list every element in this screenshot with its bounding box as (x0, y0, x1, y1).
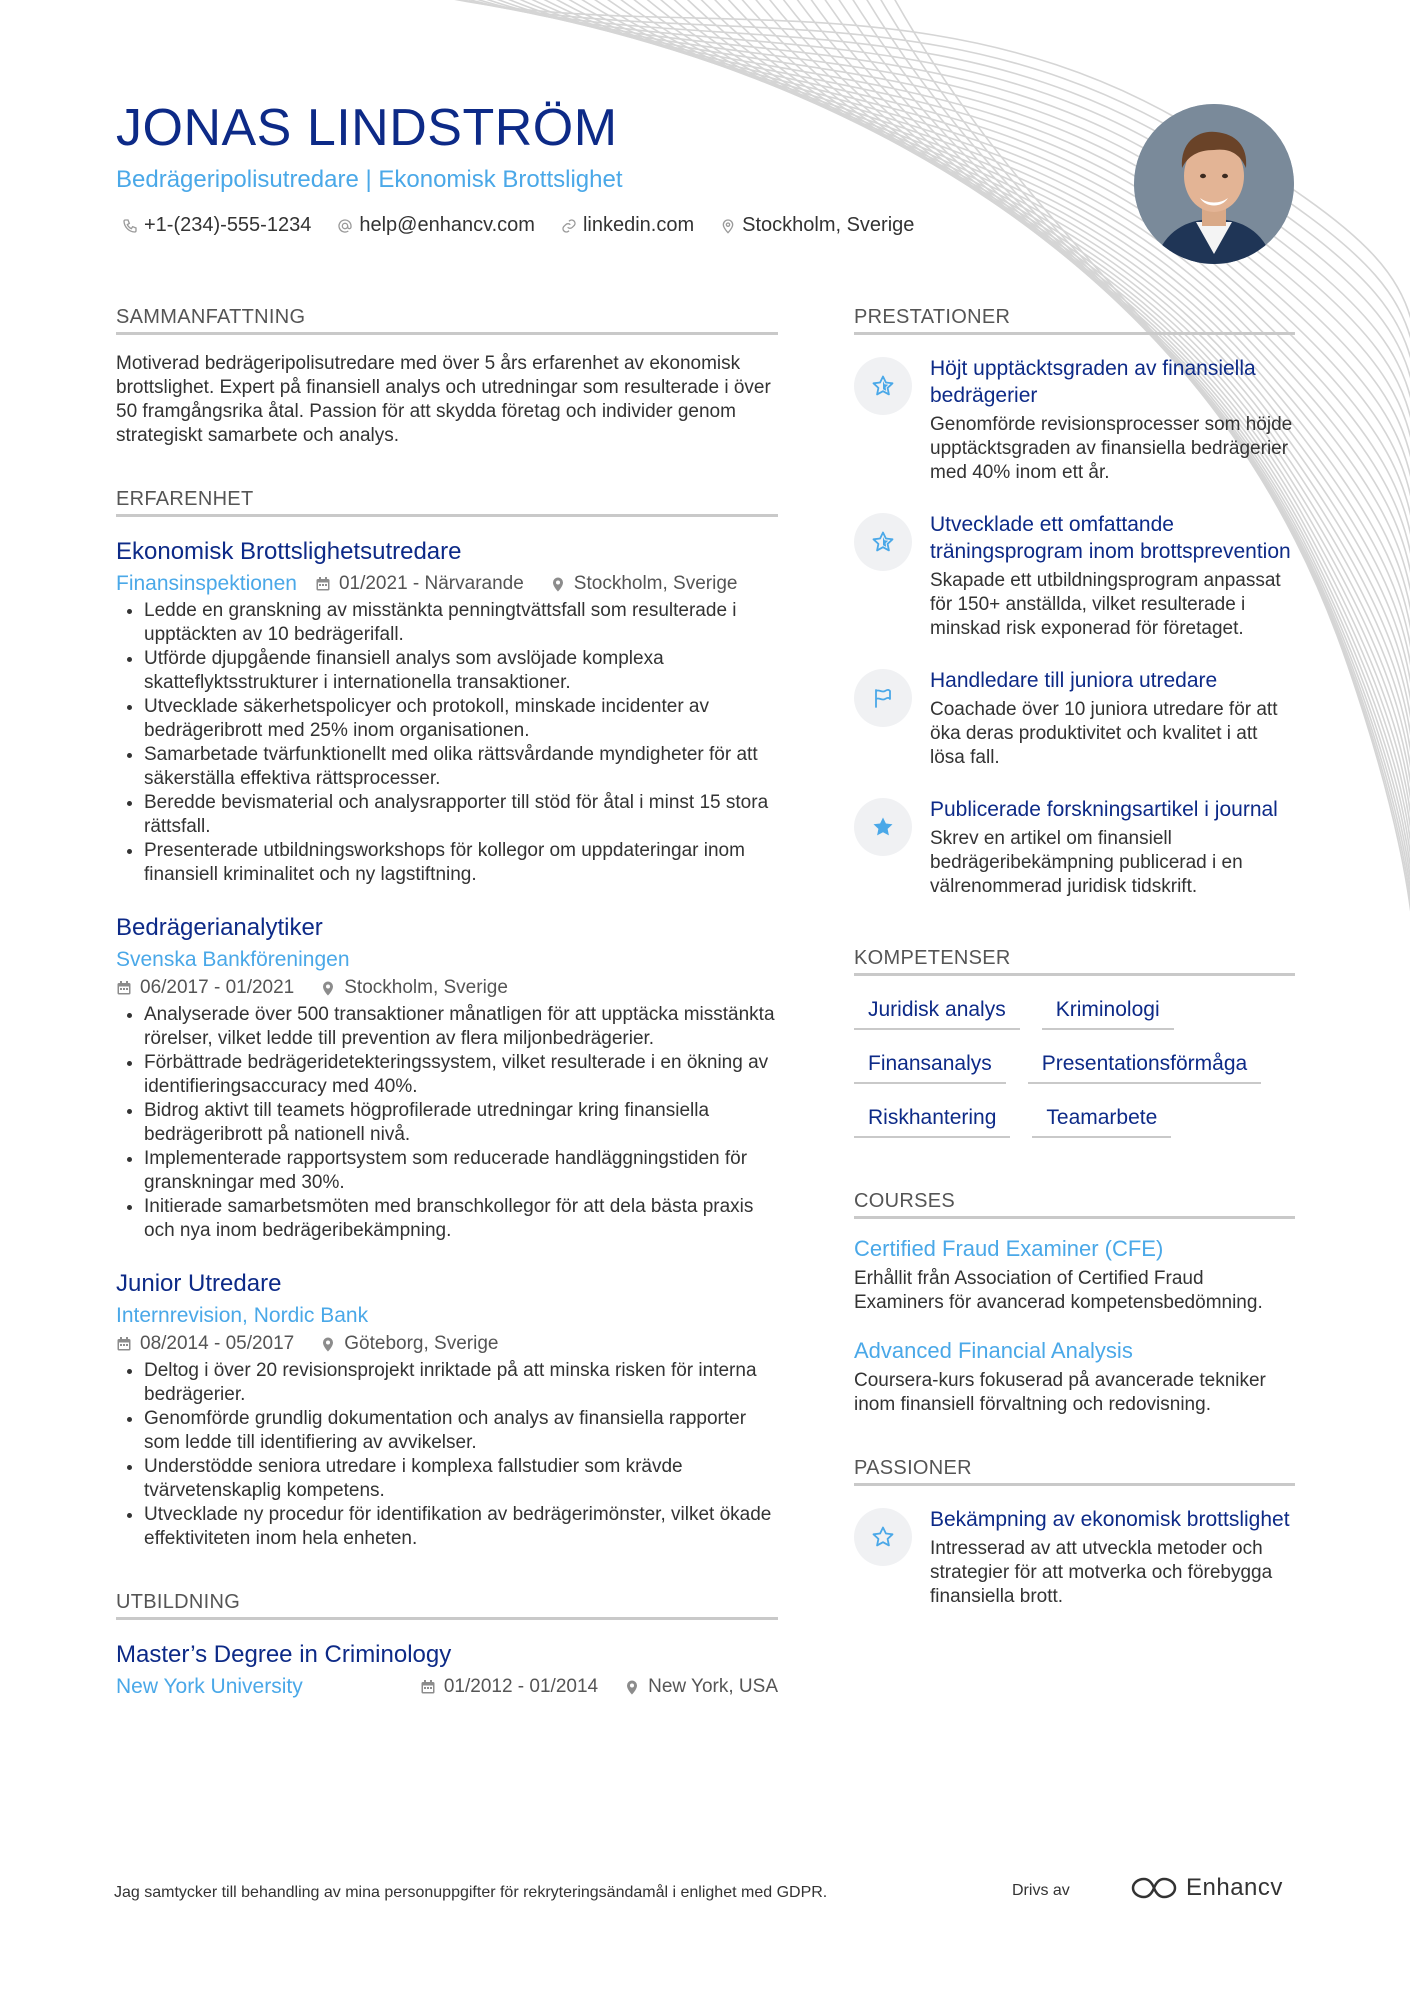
job-meta (116, 1331, 778, 1357)
course-item (854, 1337, 1295, 1417)
degree-title: Master’s Degree in Criminology (116, 1641, 452, 1668)
job-location (550, 571, 738, 597)
contact-phone[interactable] (122, 214, 311, 237)
at-icon (337, 218, 353, 234)
achievement-item (854, 355, 1295, 485)
calendar-icon (116, 1336, 132, 1352)
job-title: Ekonomisk Brottslighetsutredare (116, 538, 462, 565)
skill-tag: Finansanalys (854, 1044, 1006, 1084)
skills-list (854, 990, 1295, 1152)
location-text: Stockholm, Sverige (742, 214, 915, 236)
contact-linkedin[interactable] (561, 214, 694, 237)
phone-text: +1-(234)-555-1234 (144, 214, 312, 236)
job-bullet: • Beredde bevismaterial och analysrapporter till stöd för åtal i minst 15 stora rättsfall. (144, 791, 778, 839)
skill-tag: Kriminologi (1042, 990, 1174, 1030)
job-bullet: • Presenterade utbildningsworkshops för kollegor om uppdateringar inom finansiell kriminalitet och ny lagstiftning. (144, 839, 778, 887)
course-desc: Erhållit från Association of Certified Fraud Examiners för avancerad kompetensbedömning. (854, 1268, 1263, 1313)
achievement-desc: Genomförde revisionsprocesser som höjde upptäcktsgraden av finansiella bedrägerier med 40% inom ett år. (930, 414, 1293, 483)
candidate-name: JONAS LINDSTRÖM (116, 99, 618, 157)
enhancv-logo[interactable] (1130, 1874, 1283, 1902)
achievement-title: Publicerade forskningsartikel i journal (930, 798, 1278, 821)
job-bullet: • Analyserade över 500 transaktioner månatligen för att upptäcka misstänkta rörelser, vilket ledde till prevention av flera miljonbedrägerier. (144, 1003, 778, 1051)
location-pin-icon (320, 980, 336, 996)
school-name: New York University (116, 1675, 303, 1698)
course-title: Advanced Financial Analysis (854, 1338, 1133, 1363)
right-column (854, 306, 1295, 1609)
achievements-section (854, 306, 1295, 899)
candidate-title: Bedrägeripolisutredare | Ekonomisk Brottslighet (116, 166, 623, 193)
achievement-item (854, 796, 1295, 899)
linkedin-text: linkedin.com (582, 214, 695, 236)
location-text: Stockholm, Sverige (344, 977, 508, 998)
job-bullet: • Genomförde grundlig dokumentation och analys av finansiella rapporter som ledde till identifiering av avvikelser. (144, 1407, 778, 1455)
dates-text: 01/2021 - Närvarande (338, 573, 524, 594)
contact-email[interactable] (337, 214, 535, 237)
job-location (320, 975, 508, 1001)
location-text: Stockholm, Sverige (573, 573, 738, 594)
skill-tag: Presentationsförmåga (1028, 1044, 1261, 1084)
skills-section (854, 947, 1295, 1152)
avatar-illustration (1134, 104, 1294, 264)
skill-tag: Juridisk analys (854, 990, 1020, 1030)
skills-heading: KOMPETENSER (854, 947, 1295, 976)
job-meta (116, 571, 778, 597)
dates-text: 06/2017 - 01/2021 (140, 977, 295, 998)
star-outline-icon (854, 513, 912, 571)
link-icon (561, 218, 577, 234)
education-meta (116, 1674, 778, 1700)
education-heading: UTBILDNING (116, 1591, 778, 1620)
experience-section (116, 488, 778, 1551)
email-text: help@enhancv.com (359, 214, 535, 236)
education-location (624, 1674, 778, 1700)
job-bullet: • Förbättrade bedrägeridetekteringssystem, vilket resulterade i en ökning av identifieringsaccuracy med 40%. (144, 1051, 778, 1099)
passion-item (854, 1506, 1295, 1609)
education-section (116, 1591, 778, 1700)
company-name: Svenska Bankföreningen (116, 948, 350, 971)
passions-section (854, 1457, 1295, 1609)
achievement-item (854, 667, 1295, 770)
course-item (854, 1235, 1295, 1315)
dates-text: 08/2014 - 05/2017 (140, 1333, 295, 1354)
job-entry (116, 913, 778, 1243)
job-meta (116, 975, 778, 1001)
star-outline-icon (854, 1508, 912, 1566)
achievement-desc: Skapade ett utbildningsprogram anpassat för 150+ anställda, vilket resulterade i minskad risk exponerad för företaget. (930, 570, 1281, 639)
job-bullet: • Deltog i över 20 revisionsprojekt inriktade på att minska risken för interna bedrägerier. (144, 1359, 778, 1407)
job-bullet: • Ledde en granskning av misstänkta penningtvättsfall som resulterade i upptäckten av 10 bedrägerifall. (144, 599, 778, 647)
job-entry (116, 1269, 778, 1551)
job-entry (116, 537, 778, 887)
job-bullets (116, 1003, 778, 1243)
achievement-desc: Coachade över 10 juniora utredare för att öka deras produktivitet och kvalitet i att lösa fall. (930, 699, 1278, 768)
summary-section (116, 306, 778, 448)
achievement-item (854, 511, 1295, 641)
star-filled-icon (854, 798, 912, 856)
experience-heading: ERFARENHET (116, 488, 778, 517)
achievement-desc: Skrev en artikel om finansiell bedrägeribekämpning publicerad i en välrenommerad juridisk tidskrift. (930, 828, 1243, 897)
contact-row (122, 214, 914, 237)
location-pin-icon (720, 218, 736, 234)
course-desc: Coursera-kurs fokuserad på avancerade tekniker inom finansiell förvaltning och redovisning. (854, 1370, 1266, 1415)
job-company-row (116, 947, 778, 973)
job-bullets (116, 1359, 778, 1551)
achievement-title: Utvecklade ett omfattande träningsprogram inom brottsprevention (930, 513, 1291, 563)
contact-location (720, 214, 914, 237)
skill-tag: Riskhantering (854, 1098, 1010, 1138)
job-bullet: • Utförde djupgående finansiell analys som avslöjade komplexa skatteflyktsstrukturer i internationella transaktioner. (144, 647, 778, 695)
phone-icon (122, 218, 138, 234)
flag-icon (854, 669, 912, 727)
job-dates (315, 571, 524, 597)
summary-text: Motiverad bedrägeripolisutredare med över 5 års erfarenhet av ekonomisk brottslighet. Expert på finansiell analys och utredningar som resulterade i över 50 framgångsrika åtal. Passion för att skydda företag och individer genom strategiskt samarbete och analys. (116, 353, 771, 446)
achievements-heading: PRESTATIONER (854, 306, 1295, 335)
powered-by-label: Drivs av (1012, 1882, 1070, 1899)
location-pin-icon (320, 1336, 336, 1352)
skill-tag: Teamarbete (1032, 1098, 1171, 1138)
job-bullets (116, 599, 778, 887)
location-text: New York, USA (648, 1676, 778, 1697)
courses-heading: COURSES (854, 1190, 1295, 1219)
achievement-title: Handledare till juniora utredare (930, 669, 1218, 692)
achievement-title: Höjt upptäcktsgraden av finansiella bedrägerier (930, 357, 1256, 407)
enhancv-logo-icon (1130, 1875, 1178, 1901)
job-bullet: • Understödde seniora utredare i komplexa fallstudier som krävde tvärvetenskaplig kompetens. (144, 1455, 778, 1503)
location-text: Göteborg, Sverige (344, 1333, 499, 1354)
job-bullet: • Utvecklade ny procedur för identifikation av bedrägerimönster, vilket ökade effektiviteten inom hela enheten. (144, 1503, 778, 1551)
gdpr-consent: Jag samtycker till behandling av mina personuppgifter för rekryteringsändamål i enlighet med GDPR. (114, 1884, 828, 1901)
courses-section (854, 1190, 1295, 1417)
job-bullet: • Bidrog aktivt till teamets högprofilerade utredningar kring finansiella bedrägeribrott på nationell nivå. (144, 1099, 778, 1147)
job-bullet: • Initierade samarbetsmöten med branschkollegor för att dela bästa praxis och nya inom bedrägeribekämpning. (144, 1195, 778, 1243)
job-title: Bedrägerianalytiker (116, 914, 323, 941)
summary-heading: SAMMANFATTNING (116, 306, 778, 335)
job-bullet: • Samarbetade tvärfunktionellt med olika rättsvårdande myndigheter för att säkerställa effektiva rättsprocesser. (144, 743, 778, 791)
job-bullet: • Implementerade rapportsystem som reducerade handläggningstiden för granskningar med 30%. (144, 1147, 778, 1195)
course-title: Certified Fraud Examiner (CFE) (854, 1236, 1164, 1261)
calendar-icon (315, 576, 331, 592)
passion-desc: Intresserad av att utveckla metoder och strategier för att motverka och förebygga finansiella brott. (930, 1538, 1273, 1607)
calendar-icon (420, 1679, 436, 1695)
job-dates (116, 1331, 294, 1357)
passions-heading: PASSIONER (854, 1457, 1295, 1486)
left-column (116, 306, 778, 1700)
profile-photo (1134, 104, 1294, 264)
company-name: Internrevision, Nordic Bank (116, 1304, 369, 1327)
job-company-row (116, 1303, 778, 1329)
calendar-icon (116, 980, 132, 996)
job-title: Junior Utredare (116, 1270, 282, 1297)
location-pin-icon (624, 1679, 640, 1695)
dates-text: 01/2012 - 01/2014 (443, 1676, 599, 1697)
brand-text: Enhancv (1186, 1874, 1283, 1901)
passion-title: Bekämpning av ekonomisk brottslighet (930, 1508, 1290, 1531)
location-pin-icon (550, 576, 566, 592)
company-name: Finansinspektionen (116, 572, 297, 595)
job-dates (116, 975, 294, 1001)
education-dates (420, 1674, 598, 1700)
job-bullet: • Utvecklade säkerhetspolicyer och protokoll, minskade incidenter av bedrägeribrott med 25% inom organisationen. (144, 695, 778, 743)
star-outline-icon (854, 357, 912, 415)
job-location (320, 1331, 498, 1357)
